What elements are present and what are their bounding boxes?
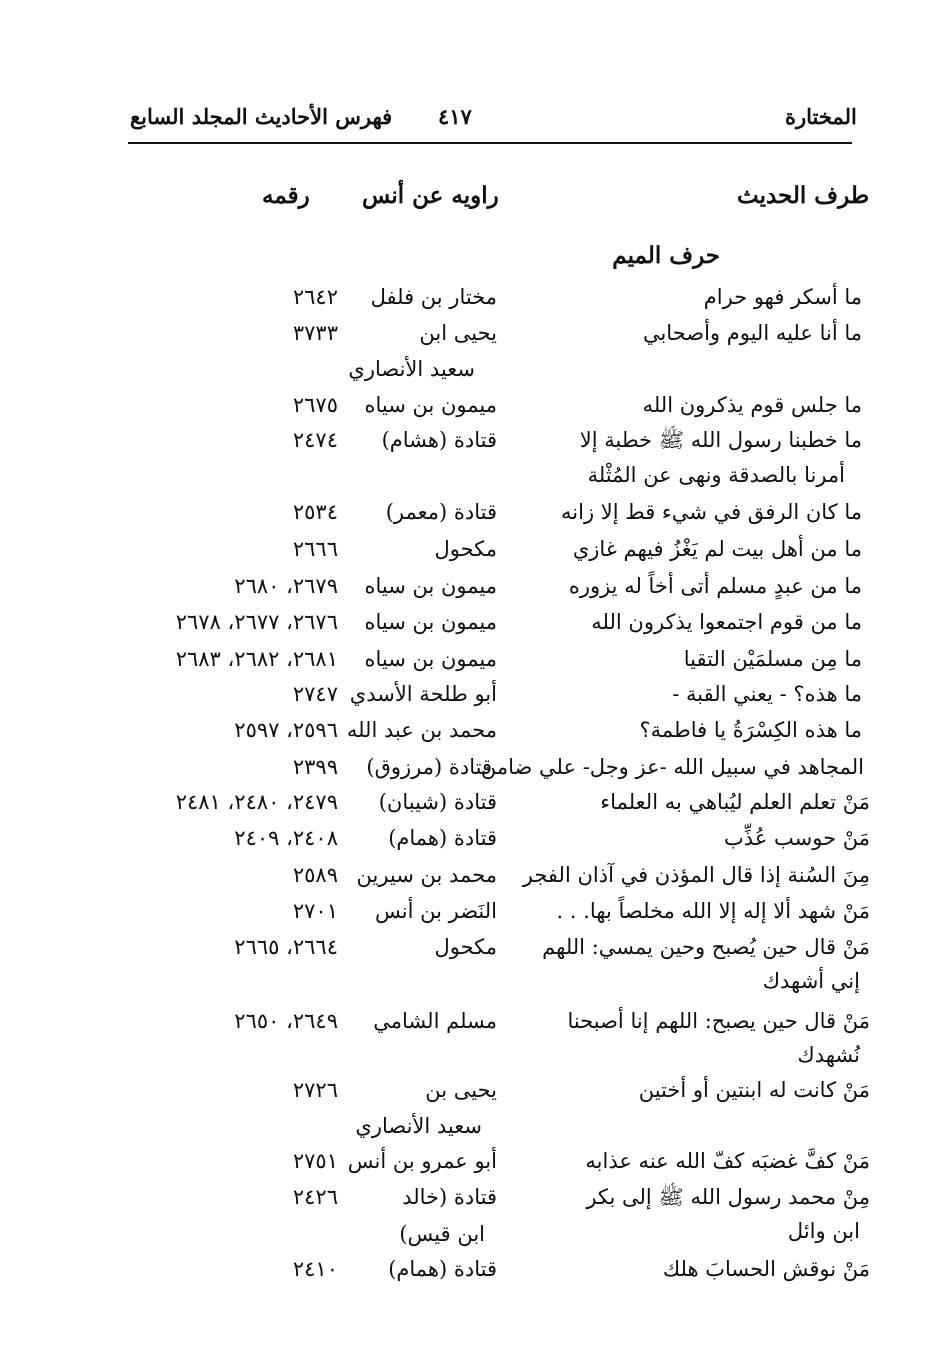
hadith-text: مَنْ نوقش الحسابَ هلك — [662, 1257, 870, 1281]
index-entry — [0, 752, 946, 789]
column-header-hadith: طرف الحديث — [737, 182, 870, 209]
narrator-name: مكحول — [434, 935, 497, 959]
narrator-name: قتادة (هشام) — [381, 428, 497, 452]
index-entry — [0, 896, 946, 933]
hadith-text: ما جلس قوم يذكرون الله — [642, 393, 862, 417]
index-entry — [0, 1075, 946, 1112]
hadith-numbers: ٢٧٤٧ — [292, 682, 338, 706]
narrator-name: قتادة (همام) — [388, 826, 497, 850]
narrator-name: قتادة (همام) — [388, 1257, 497, 1281]
narrator-name: محمد بن سيرين — [356, 863, 497, 887]
hadith-text: مَنْ حوسب عُذِّب — [724, 826, 870, 850]
hadith-numbers: ٢٦٧٩، ٢٦٨٠ — [234, 574, 338, 598]
index-entry — [0, 1146, 946, 1183]
hadith-numbers: ٢٦٤٩، ٢٦٥٠ — [234, 1009, 338, 1033]
hadith-text-continuation: أمرنا بالصدقة ونهى عن المُثْلة — [587, 463, 845, 487]
hadith-numbers: ٢٧٥١ — [292, 1149, 338, 1173]
hadith-numbers: ٢٦٧٥ — [292, 393, 338, 417]
hadith-text: مَنْ تعلم العلم ليُباهي به العلماء — [600, 790, 870, 814]
hadith-numbers: ٢٦٤٢ — [292, 285, 338, 309]
index-entry — [0, 318, 946, 355]
hadith-text: مَنْ كانت له ابنتين أو أختين — [638, 1078, 870, 1102]
index-entry — [0, 497, 946, 534]
hadith-text: مَنْ قال حين يُصبح وحين يمسي: اللهم — [542, 935, 870, 959]
hadith-text-continuation: نُشهدك — [797, 1043, 860, 1067]
hadith-numbers: ٢٧٢٦ — [292, 1078, 338, 1102]
narrator-name: ميمون بن سياه — [364, 574, 497, 598]
narrator-name: يحيى بن — [425, 1078, 497, 1102]
index-entry — [0, 715, 946, 752]
index-entry — [0, 1182, 946, 1219]
hadith-text: المجاهد في سبيل الله -عز وجل- علي ضامن — [480, 755, 864, 779]
hadith-numbers: ٢٦٧٦، ٢٦٧٧، ٢٦٧٨ — [175, 610, 338, 634]
narrator-name: قتادة (خالد — [402, 1185, 497, 1209]
index-entry — [0, 644, 946, 681]
hadith-text: مِنْ محمد رسول الله ﷺ إلى بكر — [586, 1185, 870, 1209]
section-title: حرف الميم — [612, 242, 720, 269]
narrator-name: قتادة (شيبان) — [378, 790, 497, 814]
hadith-text: مِنَ السُنة إذا قال المؤذن في آذان الفجر — [522, 863, 870, 887]
column-header-narrator: راويه عن أنس — [362, 182, 499, 209]
column-header-numbers: رقمه — [262, 182, 310, 209]
header-index-title: فهرس الأحاديث المجلد السابع — [130, 104, 393, 129]
hadith-text: ما من عبدٍ مسلم أتى أخاً له يزوره — [568, 574, 862, 598]
index-entry — [0, 534, 946, 571]
narrator-name: أبو عمرو بن أنس — [347, 1149, 497, 1173]
hadith-numbers: ٢٤٠٨، ٢٤٠٩ — [234, 826, 338, 850]
narrator-name: مكحول — [434, 537, 497, 561]
hadith-text: ما هذه؟ - يعني القبة - — [672, 682, 862, 706]
hadith-text: ما من أهل بيت لم يَغْزُ فيهم غازي — [572, 537, 862, 561]
narrator-name: مسلم الشامي — [373, 1009, 497, 1033]
hadith-numbers: ٢٥٣٤ — [292, 500, 338, 524]
index-entry — [0, 1254, 946, 1291]
narrator-name: مختار بن فلفل — [370, 285, 497, 309]
hadith-numbers: ٣٧٣٣ — [292, 321, 338, 345]
index-entry — [0, 932, 946, 969]
narrator-name: ميمون بن سياه — [364, 610, 497, 634]
index-entry — [0, 823, 946, 860]
hadith-numbers: ٢٤١٠ — [292, 1257, 338, 1281]
hadith-text: مَنْ شهد ألا إله إلا الله مخلصاً بها. . . — [556, 899, 870, 923]
narrator-name-continuation: سعيد الأنصاري — [355, 1114, 482, 1138]
hadith-text: ما خطبنا رسول الله ﷺ خطبة إلا — [579, 428, 862, 452]
index-entry — [0, 1006, 946, 1043]
hadith-numbers: ٢٦٦٦ — [292, 537, 338, 561]
hadith-text-continuation: ابن وائل — [787, 1219, 860, 1243]
hadith-text: مَنْ كفَّ غضبَه كفّ الله عنه عذابه — [585, 1149, 870, 1173]
hadith-numbers: ٢٦٦٤، ٢٦٦٥ — [234, 935, 338, 959]
hadith-numbers: ٢٤٧٤ — [292, 428, 338, 452]
narrator-name: ميمون بن سياه — [364, 647, 497, 671]
header-rule — [128, 142, 852, 144]
narrator-name: قتادة (معمر) — [385, 500, 497, 524]
header-book-title: المختارة — [785, 104, 857, 129]
index-entry — [0, 607, 946, 644]
narrator-name-continuation: سعيد الأنصاري — [348, 357, 475, 381]
index-entry — [0, 282, 946, 319]
header-page-number: ٤١٧ — [438, 104, 472, 129]
hadith-text: ما من قوم اجتمعوا يذكرون الله — [591, 610, 862, 634]
index-entry — [0, 787, 946, 824]
hadith-text: ما أنا عليه اليوم وأصحابي — [642, 321, 862, 345]
hadith-numbers: ٢٣٩٩ — [292, 755, 338, 779]
index-entry — [0, 390, 946, 427]
narrator-name: قتادة (مرزوق) — [366, 755, 492, 779]
index-entry — [0, 571, 946, 608]
narrator-name: محمد بن عبد الله — [346, 718, 497, 742]
hadith-numbers: ٢٦٨١، ٢٦٨٢، ٢٦٨٣ — [175, 647, 338, 671]
hadith-numbers: ٢٤٢٦ — [292, 1185, 338, 1209]
narrator-name: يحيى ابن — [419, 321, 497, 345]
narrator-name: النَضر بن أنس — [374, 899, 497, 923]
hadith-text: ما هذه الكِسْرَةُ يا فاطمة؟ — [639, 718, 862, 742]
index-entry — [0, 425, 946, 462]
hadith-numbers: ٢٥٨٩ — [292, 863, 338, 887]
index-entry — [0, 860, 946, 897]
hadith-text: ما كان الرفق في شيء قط إلا زانه — [561, 500, 862, 524]
hadith-numbers: ٢٥٩٦، ٢٥٩٧ — [234, 718, 338, 742]
narrator-name: أبو طلحة الأسدي — [349, 682, 497, 706]
narrator-name-continuation: ابن قيس) — [399, 1222, 485, 1246]
narrator-name: ميمون بن سياه — [364, 393, 497, 417]
hadith-numbers: ٢٧٠١ — [292, 899, 338, 923]
hadith-text-continuation: إني أشهدك — [762, 969, 860, 993]
hadith-text: ما أسكر فهو حرام — [703, 285, 862, 309]
hadith-numbers: ٢٤٧٩، ٢٤٨٠، ٢٤٨١ — [175, 790, 338, 814]
hadith-text: ما مِن مسلمَيْن التقيا — [683, 647, 862, 671]
hadith-text: مَنْ قال حين يصبح: اللهم إنا أصبحنا — [567, 1009, 870, 1033]
index-entry — [0, 679, 946, 716]
